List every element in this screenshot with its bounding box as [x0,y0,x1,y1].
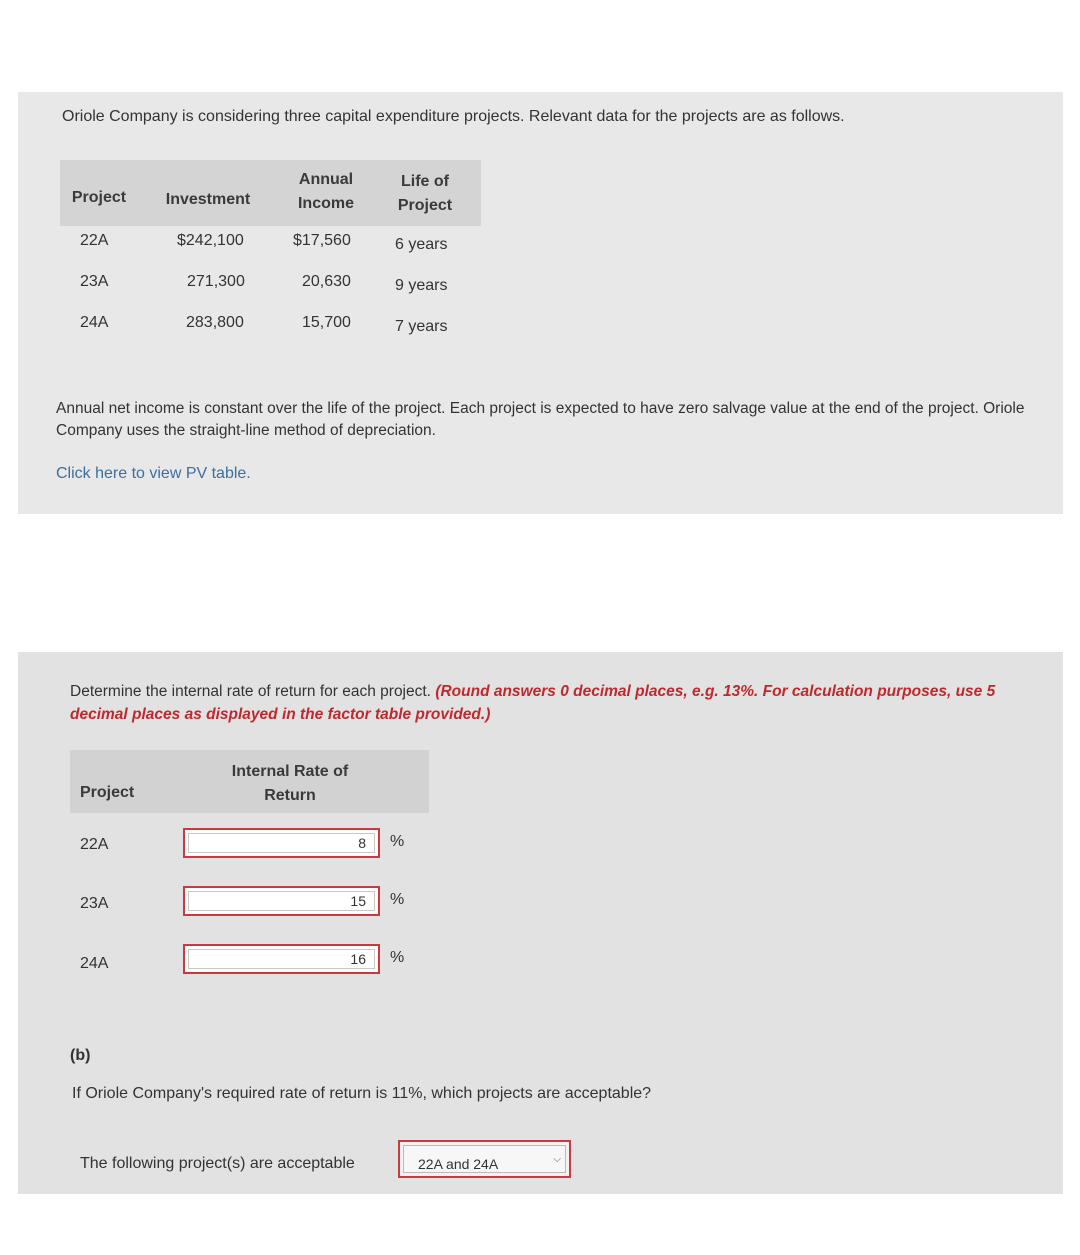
percent-sign: % [390,833,405,850]
percent-sign: % [390,949,405,966]
irr-value: 15 [350,893,366,909]
pv-table-link[interactable]: Click here to view PV table. [56,465,251,482]
cell-investment: $242,100 [177,232,244,249]
acceptable-projects-select[interactable] [398,1140,571,1178]
table-header [60,160,481,226]
acceptable-label: The following project(s) are acceptable [80,1155,355,1172]
irr-question [70,680,1055,726]
project-data-table [60,160,481,335]
header-life-line2: Project [397,197,453,214]
irr-input-23a[interactable] [183,886,380,916]
cell-project: 23A [80,273,109,290]
part-b-question: If Oriole Company's required rate of return is 11%, which projects are acceptable? [72,1085,652,1102]
header-life-line1: Life of [401,173,449,190]
irr-row-label: 22A [80,836,109,853]
intro-text: Oriole Company is considering three capital expenditure projects. Relevant data for the projects are as follows. [62,108,845,125]
header-investment: Investment [165,191,251,208]
cell-income: $17,560 [293,232,351,249]
cell-life: 9 years [395,277,448,294]
note-text: Annual net income is constant over the life of the project. Each project is expected to have zero salvage value at the end of the project. Oriole Company uses the straight-line method of depreciation. [56,400,1025,439]
input-inner-border [188,949,375,969]
input-inner-border [188,833,375,853]
table-row [60,232,481,262]
irr-header-project: Project [80,784,135,801]
input-inner-border [188,891,375,911]
table-row [60,273,481,303]
irr-header-return [220,760,360,808]
irr-question-text: Determine the internal rate of return for each project. [70,683,431,700]
irr-input-24a[interactable] [183,944,380,974]
irr-row-label: 23A [80,895,109,912]
irr-instruction: (Round answers 0 decimal places, e.g. 13%. For calculation purposes, use 5 decimal places as displayed in the factor table provided.) [70,683,996,723]
irr-value: 8 [358,835,366,851]
cell-project: 22A [80,232,109,249]
cell-income: 15,700 [302,314,351,331]
irr-header-return-line2: Return [264,787,316,804]
cell-life: 7 years [395,318,448,335]
chevron-down-icon: ⌵ [553,1154,561,1165]
header-annual-income-line1: Annual [298,171,354,188]
irr-row-label: 24A [80,955,109,972]
cell-life: 6 years [395,236,448,253]
header-annual-income [286,168,366,216]
answer-panel [18,652,1063,1194]
header-life [388,170,462,218]
header-annual-income-line2: Income [297,195,354,212]
irr-table-header [70,750,429,813]
table-row [60,314,481,344]
cell-project: 24A [80,314,109,331]
header-project: Project [71,189,127,206]
cell-income: 20,630 [302,273,351,290]
irr-value: 16 [350,951,366,967]
selected-value: 22A and 24A [418,1156,499,1172]
irr-header-return-line1: Internal Rate of [231,763,349,780]
cell-investment: 271,300 [187,273,245,290]
part-b-label: (b) [70,1047,91,1064]
problem-panel [18,92,1063,514]
irr-input-22a[interactable] [183,828,380,858]
percent-sign: % [390,891,405,908]
cell-investment: 283,800 [186,314,244,331]
